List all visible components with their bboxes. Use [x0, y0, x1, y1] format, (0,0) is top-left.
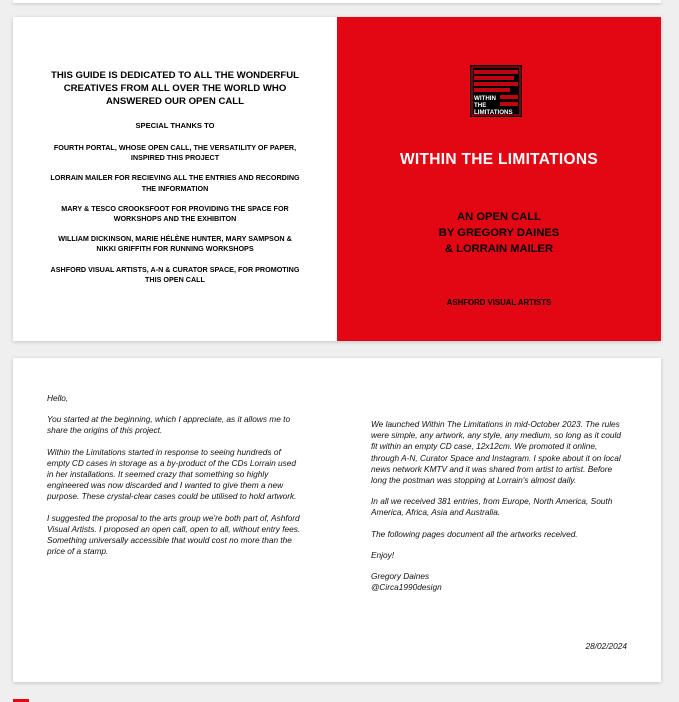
thanks-item: LORRAIN MAILER FOR RECIEVING ALL THE ENTRIES AND RECORDING THE INFORMATION [50, 173, 300, 193]
signature-handle: @Circa1990design [371, 582, 442, 593]
intro-paragraph: Enjoy! [371, 549, 395, 560]
spread-dedication [13, 17, 661, 341]
logo-line: LIMITATIONS [474, 109, 513, 116]
title-page [337, 17, 661, 341]
logo-line: THE [474, 102, 487, 109]
intro-paragraph: You started at the beginning, which I appreciate, as it allows me to share the origins of this project. [47, 414, 291, 436]
thanks-item: FOURTH PORTAL, WHOSE OPEN CALL, THE VERSATILITY OF PAPER, INSPIRED THIS PROJECT [53, 143, 297, 163]
dedication-text: THIS GUIDE IS DEDICATED TO ALL THE WONDERFUL CREATIVES FROM ALL OVER THE WORLD WHO ANSWERED OUR OPEN CALL [50, 70, 300, 107]
book-subtitle [337, 209, 661, 257]
intro-page-right [337, 358, 661, 682]
book-title: WITHIN THE LIMITATIONS [399, 151, 599, 168]
intro-paragraph: In all we received 381 entries, from Europe, North America, South America, Africa, Asia and Australia. [371, 496, 613, 518]
intro-paragraph: The following pages document all the artworks received. [371, 528, 578, 539]
subtitle-line: BY GREGORY DAINES [438, 227, 560, 239]
organisation-name: ASHFORD VISUAL ARTISTS [446, 298, 552, 307]
intro-paragraph: Hello, [47, 393, 69, 403]
previous-spread-edge [13, 0, 661, 3]
signature [371, 571, 627, 593]
spread-introduction [13, 358, 661, 682]
letter-date: 28/02/2024 [585, 641, 627, 651]
within-the-limitations-logo [470, 65, 522, 117]
intro-paragraph: I suggested the proposal to the arts group we're both part of, Ashford Visual Artists. I proposed an open call, open to all, without entry fees. Something universally accessible that would cost no more than the price of a stamp. [47, 512, 301, 557]
intro-paragraph: Within the Limitations started in response to seeing hundreds of empty CD cases in storage as a by-product of the CDs Lorrain used in her installations. It seemed crazy that something so highly engineered was now discarded and I wanted to give them a new purpose. These crystal-clear cases could be utilised to hold artwork. [47, 446, 297, 502]
thanks-item: WILLIAM DICKINSON, MARIE HÉLÈNE HUNTER, MARY SAMPSON & NIKKI GRIFFITH FOR RUNNING WORKSHOPS [58, 234, 292, 254]
thanks-item: ASHFORD VISUAL ARTISTS, A-N & CURATOR SPACE, FOR PROMOTING THIS OPEN CALL [50, 264, 300, 284]
dedication-page [13, 17, 337, 341]
logo-graphic [470, 65, 522, 117]
signature-name: Gregory Daines [371, 571, 430, 582]
thanks-title: SPECIAL THANKS TO [135, 121, 215, 130]
intro-paragraph: We launched Within The Limitations in mid-October 2023. The rules were simple, any artwork, any style, any medium, so long as it could fit within an empty CD case, 12x12cm. We promoted it online, through A-N, Curator Space and Instagram. I spoke about it on local news network KMTV and it was shared from artist to artist. Before long the postman was stopping at Lorrain's almost daily. [371, 419, 621, 486]
thanks-item: MARY & TESCO CROOKSFOOT FOR PROVIDING THE SPACE FOR WORKSHOPS AND THE EXHIBITON [61, 203, 289, 224]
subtitle-line: & LORRAIN MAILER [444, 243, 554, 255]
logo-line: WITHIN [474, 95, 496, 102]
subtitle-line: AN OPEN CALL [457, 211, 541, 223]
intro-page-left [13, 358, 337, 682]
